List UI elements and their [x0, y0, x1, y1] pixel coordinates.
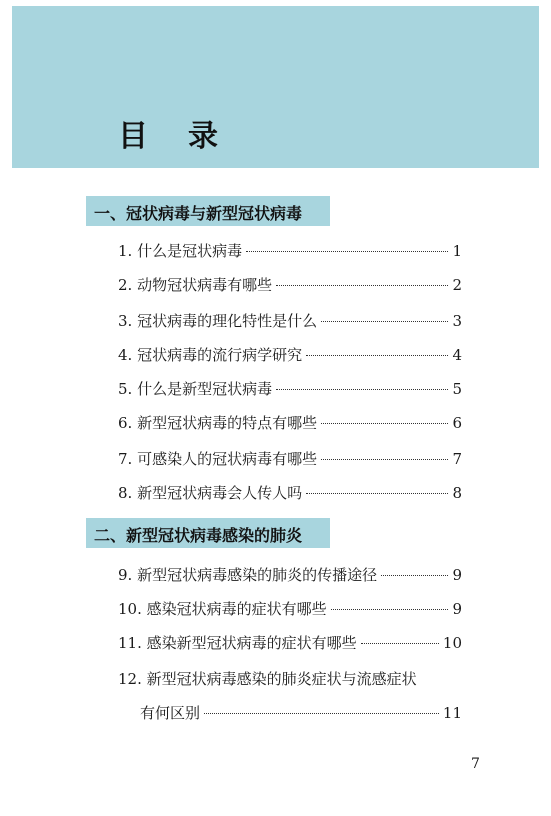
- toc-entry-12[interactable]: [118, 668, 462, 690]
- toc-entry-4[interactable]: [118, 344, 462, 366]
- toc-entry-text: 2. 动物冠状病毒有哪些: [118, 276, 273, 294]
- dot-leader: [204, 713, 439, 714]
- toc-entry-text: 12. 新型冠状病毒感染的肺炎症状与流感症状: [118, 670, 417, 688]
- dot-leader: [361, 643, 439, 644]
- toc-entry-10[interactable]: [118, 598, 462, 620]
- dot-leader: [321, 321, 448, 322]
- dot-leader: [276, 285, 448, 286]
- page-number: 7: [471, 756, 480, 772]
- toc-entry-text: 3. 冠状病毒的理化特性是什么: [118, 312, 318, 330]
- toc-entry-text: 7. 可感染人的冠状病毒有哪些: [118, 450, 318, 468]
- toc-entry-1[interactable]: [118, 240, 462, 262]
- toc-entry-12-continuation[interactable]: [140, 702, 462, 724]
- dot-leader: [321, 423, 448, 424]
- toc-entry-page: 9: [452, 566, 462, 584]
- toc-entry-page: 9: [452, 600, 462, 618]
- section-label: 一、冠状病毒与新型冠状病毒: [94, 204, 303, 223]
- dot-leader: [331, 609, 449, 610]
- toc-entry-page: 11: [442, 704, 462, 722]
- section-label: 二、新型冠状病毒感染的肺炎: [94, 526, 303, 545]
- toc-entry-page: 1: [452, 242, 462, 260]
- toc-entry-text: 9. 新型冠状病毒感染的肺炎的传播途径: [118, 566, 378, 584]
- toc-entry-text: 11. 感染新型冠状病毒的症状有哪些: [118, 634, 357, 652]
- toc-entry-text: 8. 新型冠状病毒会人传人吗: [118, 484, 303, 502]
- toc-entry-9[interactable]: [118, 564, 462, 586]
- section-heading-1: [86, 196, 330, 226]
- toc-entry-7[interactable]: [118, 448, 462, 470]
- page-title: 目录: [118, 119, 258, 154]
- toc-entry-page: 2: [452, 276, 462, 294]
- header-band: [12, 6, 539, 168]
- toc-entry-text: 10. 感染冠状病毒的症状有哪些: [118, 600, 327, 618]
- toc-entry-text: 5. 什么是新型冠状病毒: [118, 380, 273, 398]
- toc-entry-page: 6: [452, 414, 462, 432]
- section-heading-2: [86, 518, 330, 548]
- toc-entry-text: 6. 新型冠状病毒的特点有哪些: [118, 414, 318, 432]
- dot-leader: [306, 355, 448, 356]
- toc-entry-text: 4. 冠状病毒的流行病学研究: [118, 346, 303, 364]
- toc-entry-page: 8: [452, 484, 462, 502]
- toc-entry-2[interactable]: [118, 274, 462, 296]
- toc-entry-3[interactable]: [118, 310, 462, 332]
- toc-entry-5[interactable]: [118, 378, 462, 400]
- toc-entry-text: 有何区别: [140, 704, 201, 722]
- toc-entry-text: 1. 什么是冠状病毒: [118, 242, 243, 260]
- dot-leader: [246, 251, 448, 252]
- toc-entry-8[interactable]: [118, 482, 462, 504]
- toc-entry-page: 4: [452, 346, 462, 364]
- toc-entry-page: 10: [442, 634, 462, 652]
- dot-leader: [276, 389, 448, 390]
- dot-leader: [306, 493, 448, 494]
- dot-leader: [321, 459, 448, 460]
- toc-entry-page: 3: [452, 312, 462, 330]
- toc-entry-page: 7: [452, 450, 462, 468]
- toc-entry-11[interactable]: [118, 632, 462, 654]
- toc-entry-6[interactable]: [118, 412, 462, 434]
- toc-entry-page: 5: [452, 380, 462, 398]
- dot-leader: [381, 575, 448, 576]
